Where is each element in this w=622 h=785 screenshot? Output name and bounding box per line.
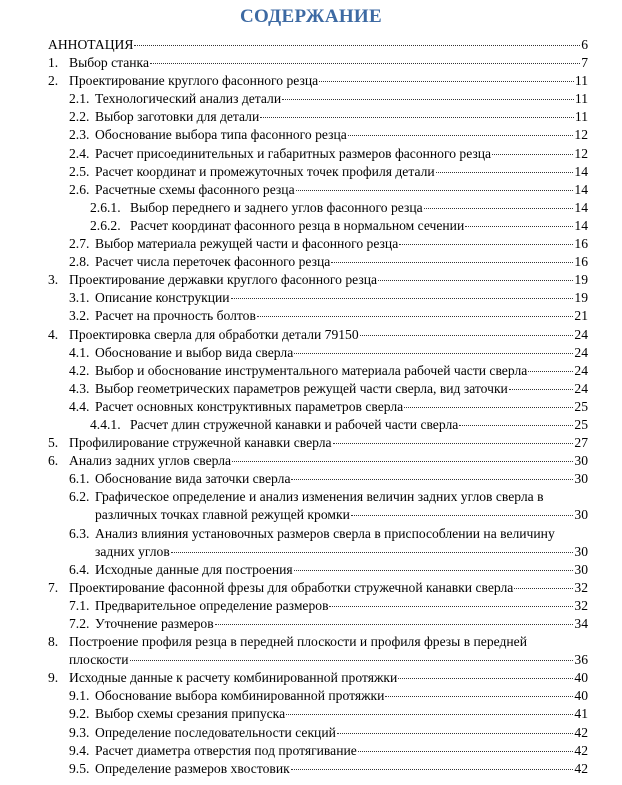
entry-number: 3. <box>48 272 59 288</box>
dot-leader <box>296 190 574 191</box>
toc-entry[interactable] <box>48 36 588 54</box>
dot-leader <box>260 117 574 118</box>
toc-entry[interactable] <box>48 126 588 144</box>
entry-title[interactable]: Обоснование выбора типа фасонного резца <box>95 127 347 143</box>
entry-number: 5. <box>48 435 59 451</box>
entry-title[interactable]: Построение профиля резца в передней плоскости и профиля фрезы в передней <box>69 634 527 650</box>
entry-number: 7. <box>48 579 59 595</box>
toc-entry-line[interactable] <box>48 651 588 669</box>
entry-number: 8. <box>48 634 59 650</box>
dot-leader <box>528 371 573 372</box>
toc-entry[interactable] <box>48 597 588 615</box>
entry-number: 6.3. <box>69 525 90 541</box>
dot-leader <box>130 660 574 661</box>
entry-title[interactable]: Расчетные схемы фасонного резца <box>95 181 295 197</box>
entry-number: 9.4. <box>69 742 90 758</box>
toc-entry[interactable] <box>48 90 588 108</box>
toc-entry-line[interactable] <box>48 506 588 524</box>
toc-entry-line[interactable] <box>48 54 588 72</box>
toc-entry-line[interactable] <box>48 452 588 470</box>
toc-entry-line[interactable] <box>48 470 588 488</box>
table-of-contents <box>48 36 588 778</box>
entry-title[interactable]: Анализ влияния установочных размеров сверла в приспособлении на величину <box>95 525 555 541</box>
entry-number: 4.1. <box>69 344 90 360</box>
toc-entry-line[interactable] <box>48 271 588 289</box>
entry-title[interactable]: Уточнение размеров <box>95 616 214 631</box>
entry-page-number[interactable]: 42 <box>574 760 588 776</box>
entry-number: 7.2. <box>69 616 90 631</box>
entry-page-number[interactable]: 19 <box>574 272 588 288</box>
entry-title[interactable]: АННОТАЦИЯ <box>48 37 134 52</box>
toc-entry[interactable] <box>48 724 588 742</box>
toc-entry[interactable] <box>48 488 588 524</box>
entry-page-number[interactable]: 14 <box>574 217 588 233</box>
entry-page-number[interactable]: 16 <box>574 236 588 252</box>
toc-entry[interactable] <box>48 344 588 362</box>
entry-title[interactable]: Проектирование фасонной фрезы для обработки стружечной канавки сверла <box>69 579 514 595</box>
toc-entry-line[interactable] <box>48 217 588 235</box>
entry-number: 3.1. <box>69 290 90 306</box>
toc-entry[interactable] <box>48 307 588 325</box>
dot-leader <box>358 751 574 752</box>
dot-leader <box>215 624 574 625</box>
entry-number: 2.1. <box>69 91 90 107</box>
entry-number: 2.2. <box>69 109 90 125</box>
toc-entry-line[interactable] <box>48 163 588 181</box>
entry-page-number[interactable]: 16 <box>574 254 588 270</box>
entry-number: 9.2. <box>69 706 90 722</box>
dot-leader <box>319 81 574 82</box>
entry-title[interactable]: Графическое определение и анализ изменения величин задних углов сверла в <box>95 489 544 505</box>
toc-entry-line[interactable] <box>48 145 588 163</box>
toc-entry[interactable] <box>48 760 588 778</box>
entry-page-number[interactable]: 21 <box>574 308 588 324</box>
entry-page-number[interactable]: 27 <box>574 435 588 451</box>
entry-page-number[interactable]: 25 <box>574 416 588 432</box>
entry-title[interactable]: Расчет на прочность болтов <box>95 308 256 324</box>
dot-leader <box>257 316 574 317</box>
toc-entry[interactable] <box>48 561 588 579</box>
entry-page-number[interactable]: 14 <box>574 163 588 179</box>
entry-number: 9. <box>48 670 59 686</box>
toc-entry[interactable] <box>48 199 588 217</box>
toc-entry-line[interactable] <box>48 561 588 579</box>
dot-leader <box>294 353 573 354</box>
entry-title-continued[interactable]: задних углов <box>95 543 170 559</box>
entry-number: 2.3. <box>69 127 90 143</box>
dot-leader <box>231 298 574 299</box>
entry-title[interactable]: Анализ задних углов сверла <box>69 453 232 469</box>
toc-entry-line[interactable] <box>48 344 588 362</box>
toc-entry[interactable] <box>48 525 588 561</box>
toc-entry-line[interactable] <box>48 525 588 543</box>
toc-entry-line[interactable] <box>48 380 588 398</box>
toc-entry[interactable] <box>48 434 588 452</box>
toc-entry-line[interactable] <box>48 615 588 633</box>
toc-entry[interactable] <box>48 253 588 271</box>
entry-title-continued[interactable]: плоскости <box>69 652 129 668</box>
toc-entry[interactable] <box>48 470 588 488</box>
toc-entry-line[interactable] <box>48 416 588 434</box>
dot-leader <box>150 63 580 64</box>
toc-entry[interactable] <box>48 271 588 289</box>
entry-page-number[interactable]: 42 <box>574 742 588 758</box>
entry-title[interactable]: Расчет координат фасонного резца в нормальном сечении <box>130 217 465 233</box>
entry-page-number[interactable]: 42 <box>574 724 588 740</box>
entry-page-number[interactable]: 11 <box>574 73 588 89</box>
toc-entry-line[interactable] <box>48 742 588 760</box>
toc-entry[interactable] <box>48 633 588 669</box>
entry-page-number[interactable]: 12 <box>574 145 588 161</box>
entry-page-number[interactable]: 14 <box>574 199 588 215</box>
toc-entry-line[interactable] <box>48 543 588 561</box>
toc-entry-line[interactable] <box>48 307 588 325</box>
entry-number: 7.1. <box>69 597 90 613</box>
dot-leader <box>436 172 574 173</box>
entry-page-number[interactable]: 19 <box>574 290 588 306</box>
entry-number: 4.4.1. <box>90 416 121 432</box>
entry-number: 9.5. <box>69 760 90 776</box>
dot-leader <box>514 588 573 589</box>
toc-entry-line[interactable] <box>48 687 588 705</box>
entry-page-number[interactable]: 7 <box>581 55 588 71</box>
toc-entry-line[interactable] <box>48 488 588 506</box>
entry-number: 2.5. <box>69 163 90 179</box>
entry-page-number[interactable]: 30 <box>574 471 588 487</box>
toc-entry[interactable] <box>48 235 588 253</box>
dot-leader <box>351 515 574 516</box>
dot-leader <box>348 135 574 136</box>
dot-leader <box>333 443 574 444</box>
entry-title[interactable]: Расчет диаметра отверстия под протягивание <box>95 742 357 758</box>
dot-leader <box>424 208 574 209</box>
dot-leader <box>404 407 573 408</box>
entry-number: 6.1. <box>69 471 90 487</box>
dot-leader <box>134 45 580 46</box>
entry-title[interactable]: Исходные данные для построения <box>95 561 293 577</box>
entry-page-number[interactable]: 6 <box>581 37 588 52</box>
dot-leader <box>286 714 573 715</box>
toc-entry-line[interactable] <box>48 398 588 416</box>
entry-page-number[interactable]: 11 <box>574 91 588 107</box>
toc-entry[interactable] <box>48 742 588 760</box>
toc-entry[interactable] <box>48 54 588 72</box>
toc-entry[interactable] <box>48 326 588 344</box>
entry-page-number[interactable]: 24 <box>574 380 588 396</box>
entry-number: 9.3. <box>69 724 90 740</box>
toc-entry-line[interactable] <box>48 235 588 253</box>
toc-entry-line[interactable] <box>48 289 588 307</box>
entry-title[interactable]: Предварительное определение размеров <box>95 597 329 613</box>
toc-entry-line[interactable] <box>48 633 588 651</box>
entry-title[interactable]: Исходные данные к расчету комбинированной протяжки <box>69 670 398 686</box>
dot-leader <box>398 678 573 679</box>
toc-entry-line[interactable] <box>48 126 588 144</box>
entry-title[interactable]: Выбор материала режущей части и фасонного резца <box>95 236 399 252</box>
entry-title[interactable]: Расчет основных конструктивных параметров сверла <box>95 398 404 414</box>
entry-number: 9.1. <box>69 688 90 704</box>
entry-number: 2.6.1. <box>90 199 121 215</box>
entry-title-continued[interactable]: различных точках главной режущей кромки <box>95 507 350 523</box>
entry-title[interactable]: Выбор станка <box>69 55 149 71</box>
dot-leader <box>331 262 573 263</box>
toc-entry[interactable] <box>48 289 588 307</box>
entry-title[interactable]: Проектирование державки круглого фасонного резца <box>69 272 378 288</box>
entry-page-number[interactable]: 14 <box>574 181 588 197</box>
toc-entry-line[interactable] <box>48 36 588 54</box>
entry-page-number[interactable]: 30 <box>574 507 588 523</box>
dot-leader <box>399 244 573 245</box>
dot-leader <box>329 606 573 607</box>
entry-number: 1. <box>48 55 59 71</box>
toc-entry[interactable] <box>48 380 588 398</box>
entry-page-number[interactable]: 30 <box>574 561 588 577</box>
entry-page-number[interactable]: 12 <box>574 127 588 143</box>
entry-title[interactable]: Описание конструкции <box>95 290 230 306</box>
entry-page-number[interactable]: 30 <box>574 453 588 469</box>
entry-title[interactable]: Расчет координат и промежуточных точек профиля детали <box>95 163 435 179</box>
toc-entry-line[interactable] <box>48 724 588 742</box>
toc-entry-line[interactable] <box>48 597 588 615</box>
dot-leader <box>465 226 573 227</box>
toc-entry-line[interactable] <box>48 181 588 199</box>
toc-entry-line[interactable] <box>48 760 588 778</box>
dot-leader <box>291 479 573 480</box>
entry-page-number[interactable]: 34 <box>574 616 588 631</box>
entry-number: 4.4. <box>69 398 90 414</box>
dot-leader <box>232 461 573 462</box>
entry-title[interactable]: Выбор и обоснование инструментального материала рабочей части сверла <box>95 362 528 378</box>
toc-entry-line[interactable] <box>48 253 588 271</box>
dot-leader <box>360 335 574 336</box>
entry-title[interactable]: Профилирование стружечной канавки сверла <box>69 435 332 451</box>
entry-title[interactable]: Выбор переднего и заднего углов фасонного резца <box>130 199 423 215</box>
entry-page-number[interactable]: 24 <box>574 326 588 342</box>
toc-entry-line[interactable] <box>48 705 588 723</box>
toc-entry-line[interactable] <box>48 434 588 452</box>
entry-page-number[interactable]: 25 <box>574 398 588 414</box>
toc-entry-line[interactable] <box>48 579 588 597</box>
toc-entry[interactable] <box>48 579 588 597</box>
entry-number: 4.2. <box>69 362 90 378</box>
entry-page-number[interactable]: 24 <box>574 344 588 360</box>
entry-title[interactable]: Расчет присоединительных и габаритных размеров фасонного резца <box>95 145 492 161</box>
toc-entry-line[interactable] <box>48 72 588 90</box>
entry-title[interactable]: Обоснование и выбор вида сверла <box>95 344 294 360</box>
entry-page-number[interactable]: 40 <box>574 688 588 704</box>
entry-title[interactable]: Обоснование вида заточки сверла <box>95 471 291 487</box>
toc-entry[interactable] <box>48 669 588 687</box>
entry-title[interactable]: Расчет числа переточек фасонного резца <box>95 254 331 270</box>
entry-page-number[interactable]: 32 <box>574 579 588 595</box>
toc-entry[interactable] <box>48 145 588 163</box>
toc-entry-line[interactable] <box>48 90 588 108</box>
toc-entry[interactable] <box>48 362 588 380</box>
entry-page-number[interactable]: 30 <box>574 543 588 559</box>
dot-leader <box>492 154 573 155</box>
entry-title[interactable]: Определение размеров хвостовик <box>95 760 290 776</box>
entry-page-number[interactable]: 24 <box>574 362 588 378</box>
dot-leader <box>294 570 574 571</box>
toc-entry[interactable] <box>48 72 588 90</box>
toc-entry[interactable] <box>48 108 588 126</box>
dot-leader <box>378 280 573 281</box>
toc-entry-line[interactable] <box>48 669 588 687</box>
dot-leader <box>385 696 573 697</box>
entry-number: 2. <box>48 73 59 89</box>
toc-entry[interactable] <box>48 615 588 633</box>
entry-page-number[interactable]: 40 <box>574 670 588 686</box>
entry-number: 2.6.2. <box>90 217 121 233</box>
entry-page-number[interactable]: 32 <box>574 597 588 613</box>
entry-title[interactable]: Проектирование круглого фасонного резца <box>69 73 319 89</box>
entry-number: 3.2. <box>69 308 90 324</box>
toc-entry[interactable] <box>48 163 588 181</box>
toc-entry-line[interactable] <box>48 199 588 217</box>
entry-number: 2.6. <box>69 181 90 197</box>
dot-leader <box>509 389 574 390</box>
entry-number: 6.4. <box>69 561 90 577</box>
toc-entry[interactable] <box>48 705 588 723</box>
dot-leader <box>171 552 574 553</box>
entry-number: 4. <box>48 326 59 342</box>
entry-number: 2.4. <box>69 145 90 161</box>
entry-title[interactable]: Выбор геометрических параметров режущей части сверла, вид заточки <box>95 380 508 396</box>
toc-entry[interactable] <box>48 181 588 199</box>
toc-entry[interactable] <box>48 452 588 470</box>
dot-leader <box>291 769 574 770</box>
toc-entry[interactable] <box>48 687 588 705</box>
entry-title[interactable]: Расчет длин стружечной канавки и рабочей части сверла <box>130 416 459 432</box>
entry-title[interactable]: Проектировка сверла для обработки детали 79150 <box>69 326 359 342</box>
toc-entry-line[interactable] <box>48 362 588 380</box>
toc-entry[interactable] <box>48 416 588 434</box>
page-title: СОДЕРЖАНИЕ <box>240 6 382 27</box>
entry-title[interactable]: Выбор схемы срезания припуска <box>95 706 286 722</box>
entry-title[interactable]: Обоснование выбора комбинированной протяжки <box>95 688 385 704</box>
entry-number: 4.3. <box>69 380 90 396</box>
entry-title[interactable]: Технологический анализ детали <box>95 91 282 107</box>
entry-title[interactable]: Определение последовательности секций <box>95 724 336 740</box>
entry-number: 2.7. <box>69 236 90 252</box>
entry-number: 2.8. <box>69 254 90 270</box>
entry-page-number[interactable]: 36 <box>574 652 588 668</box>
toc-entry[interactable] <box>48 217 588 235</box>
toc-entry[interactable] <box>48 398 588 416</box>
entry-number: 6. <box>48 453 59 469</box>
entry-title[interactable]: Выбор заготовки для детали <box>95 109 260 125</box>
dot-leader <box>337 733 574 734</box>
dot-leader <box>282 99 574 100</box>
entry-page-number[interactable]: 11 <box>574 109 588 125</box>
entry-number: 6.2. <box>69 489 90 505</box>
toc-entry-line[interactable] <box>48 108 588 126</box>
dot-leader <box>459 425 573 426</box>
toc-entry-line[interactable] <box>48 326 588 344</box>
entry-page-number[interactable]: 41 <box>574 706 588 722</box>
